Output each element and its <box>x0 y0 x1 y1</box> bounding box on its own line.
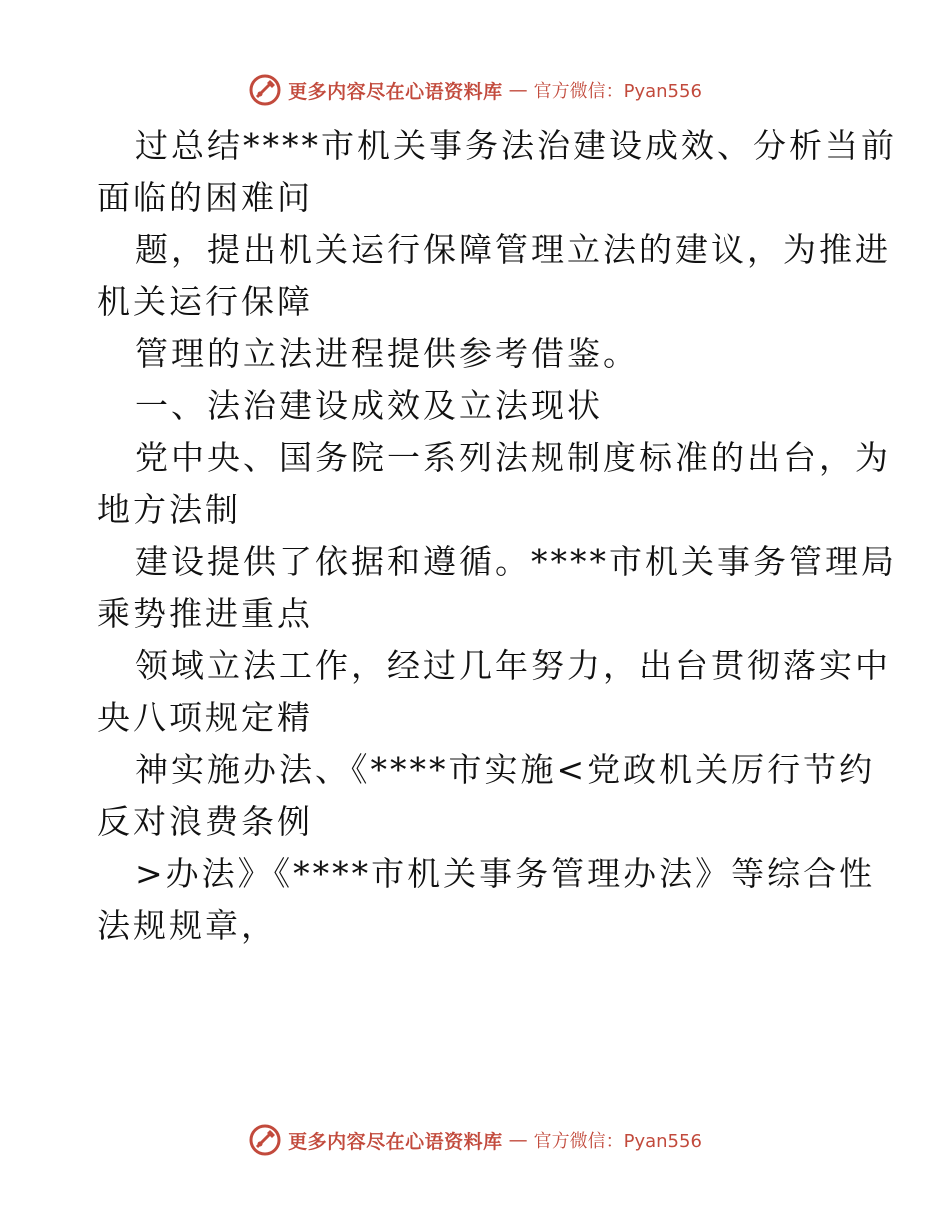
body-line: 领域立法工作，经过几年努力，出台贯彻落实中 <box>135 646 891 685</box>
document-body <box>97 120 897 952</box>
header-watermark-text: 更多内容尽在心语资料库 <box>288 80 503 103</box>
body-line: 乘势推进重点 <box>97 594 313 633</box>
body-line: 题，提出机关运行保障管理立法的建议，为推进 <box>135 230 891 269</box>
body-line: 法规规章， <box>97 906 277 945</box>
body-line: 机关运行保障 <box>97 282 313 321</box>
header-watermark <box>0 70 950 110</box>
watermark-logo-icon <box>248 1123 282 1157</box>
footer-watermark <box>0 1120 950 1160</box>
body-line: 面临的困难问 <box>97 178 313 217</box>
body-line: 神实施办法、《****市实施<党政机关厉行节约 <box>135 750 876 789</box>
body-line: 过总结****市机关事务法治建设成效、分析当前 <box>135 126 897 165</box>
body-line: 党中央、国务院一系列法规制度标准的出台，为 <box>135 438 891 477</box>
footer-watermark-text: 更多内容尽在心语资料库 <box>288 1130 503 1153</box>
body-line: 建设提供了依据和遵循。****市机关事务管理局 <box>135 542 897 581</box>
header-separator: — <box>508 79 528 101</box>
footer-separator: — <box>508 1129 528 1151</box>
watermark-logo-icon <box>248 73 282 107</box>
body-line: 地方法制 <box>97 490 241 529</box>
body-line: 央八项规定精 <box>97 698 313 737</box>
section-heading: 一、法治建设成效及立法现状 <box>135 386 603 425</box>
footer-contact: 官方微信：Pyan556 <box>533 1131 702 1152</box>
header-contact: 官方微信：Pyan556 <box>533 81 702 102</box>
body-line: 管理的立法进程提供参考借鉴。 <box>135 334 639 373</box>
body-line: 反对浪费条例 <box>97 802 313 841</box>
body-line: >办法》《****市机关事务管理办法》等综合性 <box>135 854 876 893</box>
